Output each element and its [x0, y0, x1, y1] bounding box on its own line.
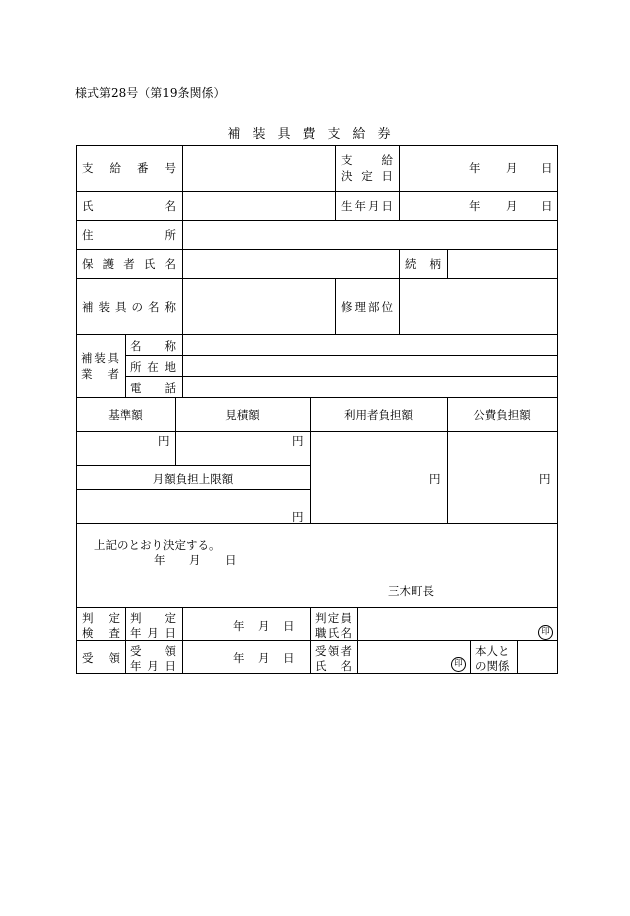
inspection-year: 年: [233, 619, 245, 633]
vendor-address-label: 所 在 地: [130, 360, 176, 374]
birth-day: 日: [541, 199, 553, 213]
col-divider: [125, 607, 126, 673]
vendor-label-line1: 補 装 具: [81, 351, 119, 365]
receipt-date-label-line2: 年 月 日: [130, 659, 176, 673]
user-burden-header: 利用者負担額: [344, 408, 413, 422]
relation-label: 続 柄: [405, 257, 441, 271]
col-divider: [399, 278, 400, 334]
receipt-date-label-line1: 受 領: [130, 644, 176, 658]
row-divider: [76, 220, 557, 221]
receipt-label: 受 領: [82, 651, 120, 665]
form-number: 様式第28号（第19条関係）: [75, 86, 226, 100]
relation-to-self-line2: の関係: [475, 659, 510, 673]
row-divider: [76, 465, 310, 466]
col-divider: [310, 607, 311, 673]
decision-year: 年: [469, 161, 481, 175]
table-border-top: [76, 145, 557, 146]
decision-year: 年: [154, 553, 166, 567]
col-divider: [399, 145, 400, 221]
receiver-label-line1: 受 領 者: [315, 644, 352, 658]
public-burden-header: 公費負担額: [473, 408, 531, 422]
estimate-amount-yen: 円: [292, 434, 304, 448]
name-label: 氏 名: [82, 199, 176, 213]
standard-amount-header: 基準額: [108, 408, 143, 422]
relation-to-self-line1: 本人と: [475, 644, 510, 658]
birth-date-label: 生 年 月 日: [341, 199, 393, 213]
device-name-label: 補 装 具 の 名 称: [82, 300, 176, 314]
repair-part-label: 修 理 部 位: [341, 300, 393, 314]
officer-label-line2: 職 氏 名: [315, 626, 352, 640]
table-border-right: [557, 145, 558, 674]
guardian-name-label: 保 護 者 氏 名: [82, 257, 176, 271]
row-divider: [76, 334, 557, 335]
col-divider: [447, 249, 448, 278]
inspection-day: 日: [283, 619, 295, 633]
mayor-signature: 三木町長: [388, 584, 434, 598]
decision-day: 日: [225, 553, 237, 567]
col-divider: [470, 640, 471, 673]
col-divider: [335, 145, 336, 221]
standard-amount-yen: 円: [158, 434, 170, 448]
page-title: 補装具費支給券: [227, 127, 403, 142]
decision-date-label-line1: 支 給: [341, 153, 393, 167]
row-divider: [76, 523, 557, 524]
number-label: 支 給 番 号: [82, 161, 176, 175]
receipt-month: 月: [258, 651, 270, 665]
col-divider: [357, 607, 358, 673]
col-divider: [335, 278, 336, 334]
vendor-phone-label: 電 話: [130, 381, 176, 395]
public-burden-yen: 円: [539, 472, 551, 486]
seal-mark: 印: [538, 625, 553, 640]
decision-month: 月: [506, 161, 518, 175]
row-divider: [76, 278, 557, 279]
birth-month: 月: [506, 199, 518, 213]
estimate-amount-header: 見積額: [225, 408, 260, 422]
col-divider: [399, 249, 400, 278]
col-divider: [125, 334, 126, 397]
seal-mark: 印: [451, 657, 466, 672]
row-divider: [76, 191, 557, 192]
officer-label-line1: 判 定 員: [315, 611, 352, 625]
monthly-cap-yen: 円: [292, 510, 304, 524]
vendor-label-line2: 業 者: [81, 367, 119, 381]
birth-year: 年: [469, 199, 481, 213]
inspection-label-line2: 検 査: [82, 626, 120, 640]
row-divider: [76, 249, 557, 250]
row-divider: [76, 489, 310, 490]
inspection-month: 月: [258, 619, 270, 633]
user-burden-yen: 円: [429, 472, 441, 486]
row-divider: [125, 376, 557, 377]
decision-date-label-line2: 決 定 日: [341, 169, 393, 183]
row-divider: [76, 397, 557, 398]
row-divider: [76, 607, 557, 608]
decision-day: 日: [541, 161, 553, 175]
receipt-year: 年: [233, 651, 245, 665]
receiver-label-line2: 氏 名: [315, 659, 352, 673]
row-divider: [125, 355, 557, 356]
col-divider: [517, 640, 518, 673]
col-divider: [182, 607, 183, 673]
decision-text: 上記のとおり決定する。: [94, 538, 221, 552]
col-divider: [182, 145, 183, 397]
row-divider: [76, 431, 557, 432]
decision-month: 月: [189, 553, 201, 567]
receipt-day: 日: [283, 651, 295, 665]
inspection-date-label-line1: 判 定: [130, 611, 176, 625]
inspection-label-line1: 判 定: [82, 611, 120, 625]
inspection-date-label-line2: 年 月 日: [130, 626, 176, 640]
monthly-cap-label: 月額負担上限額: [152, 472, 234, 486]
address-label: 住 所: [82, 228, 176, 242]
vendor-name-label: 名 称: [130, 339, 176, 353]
